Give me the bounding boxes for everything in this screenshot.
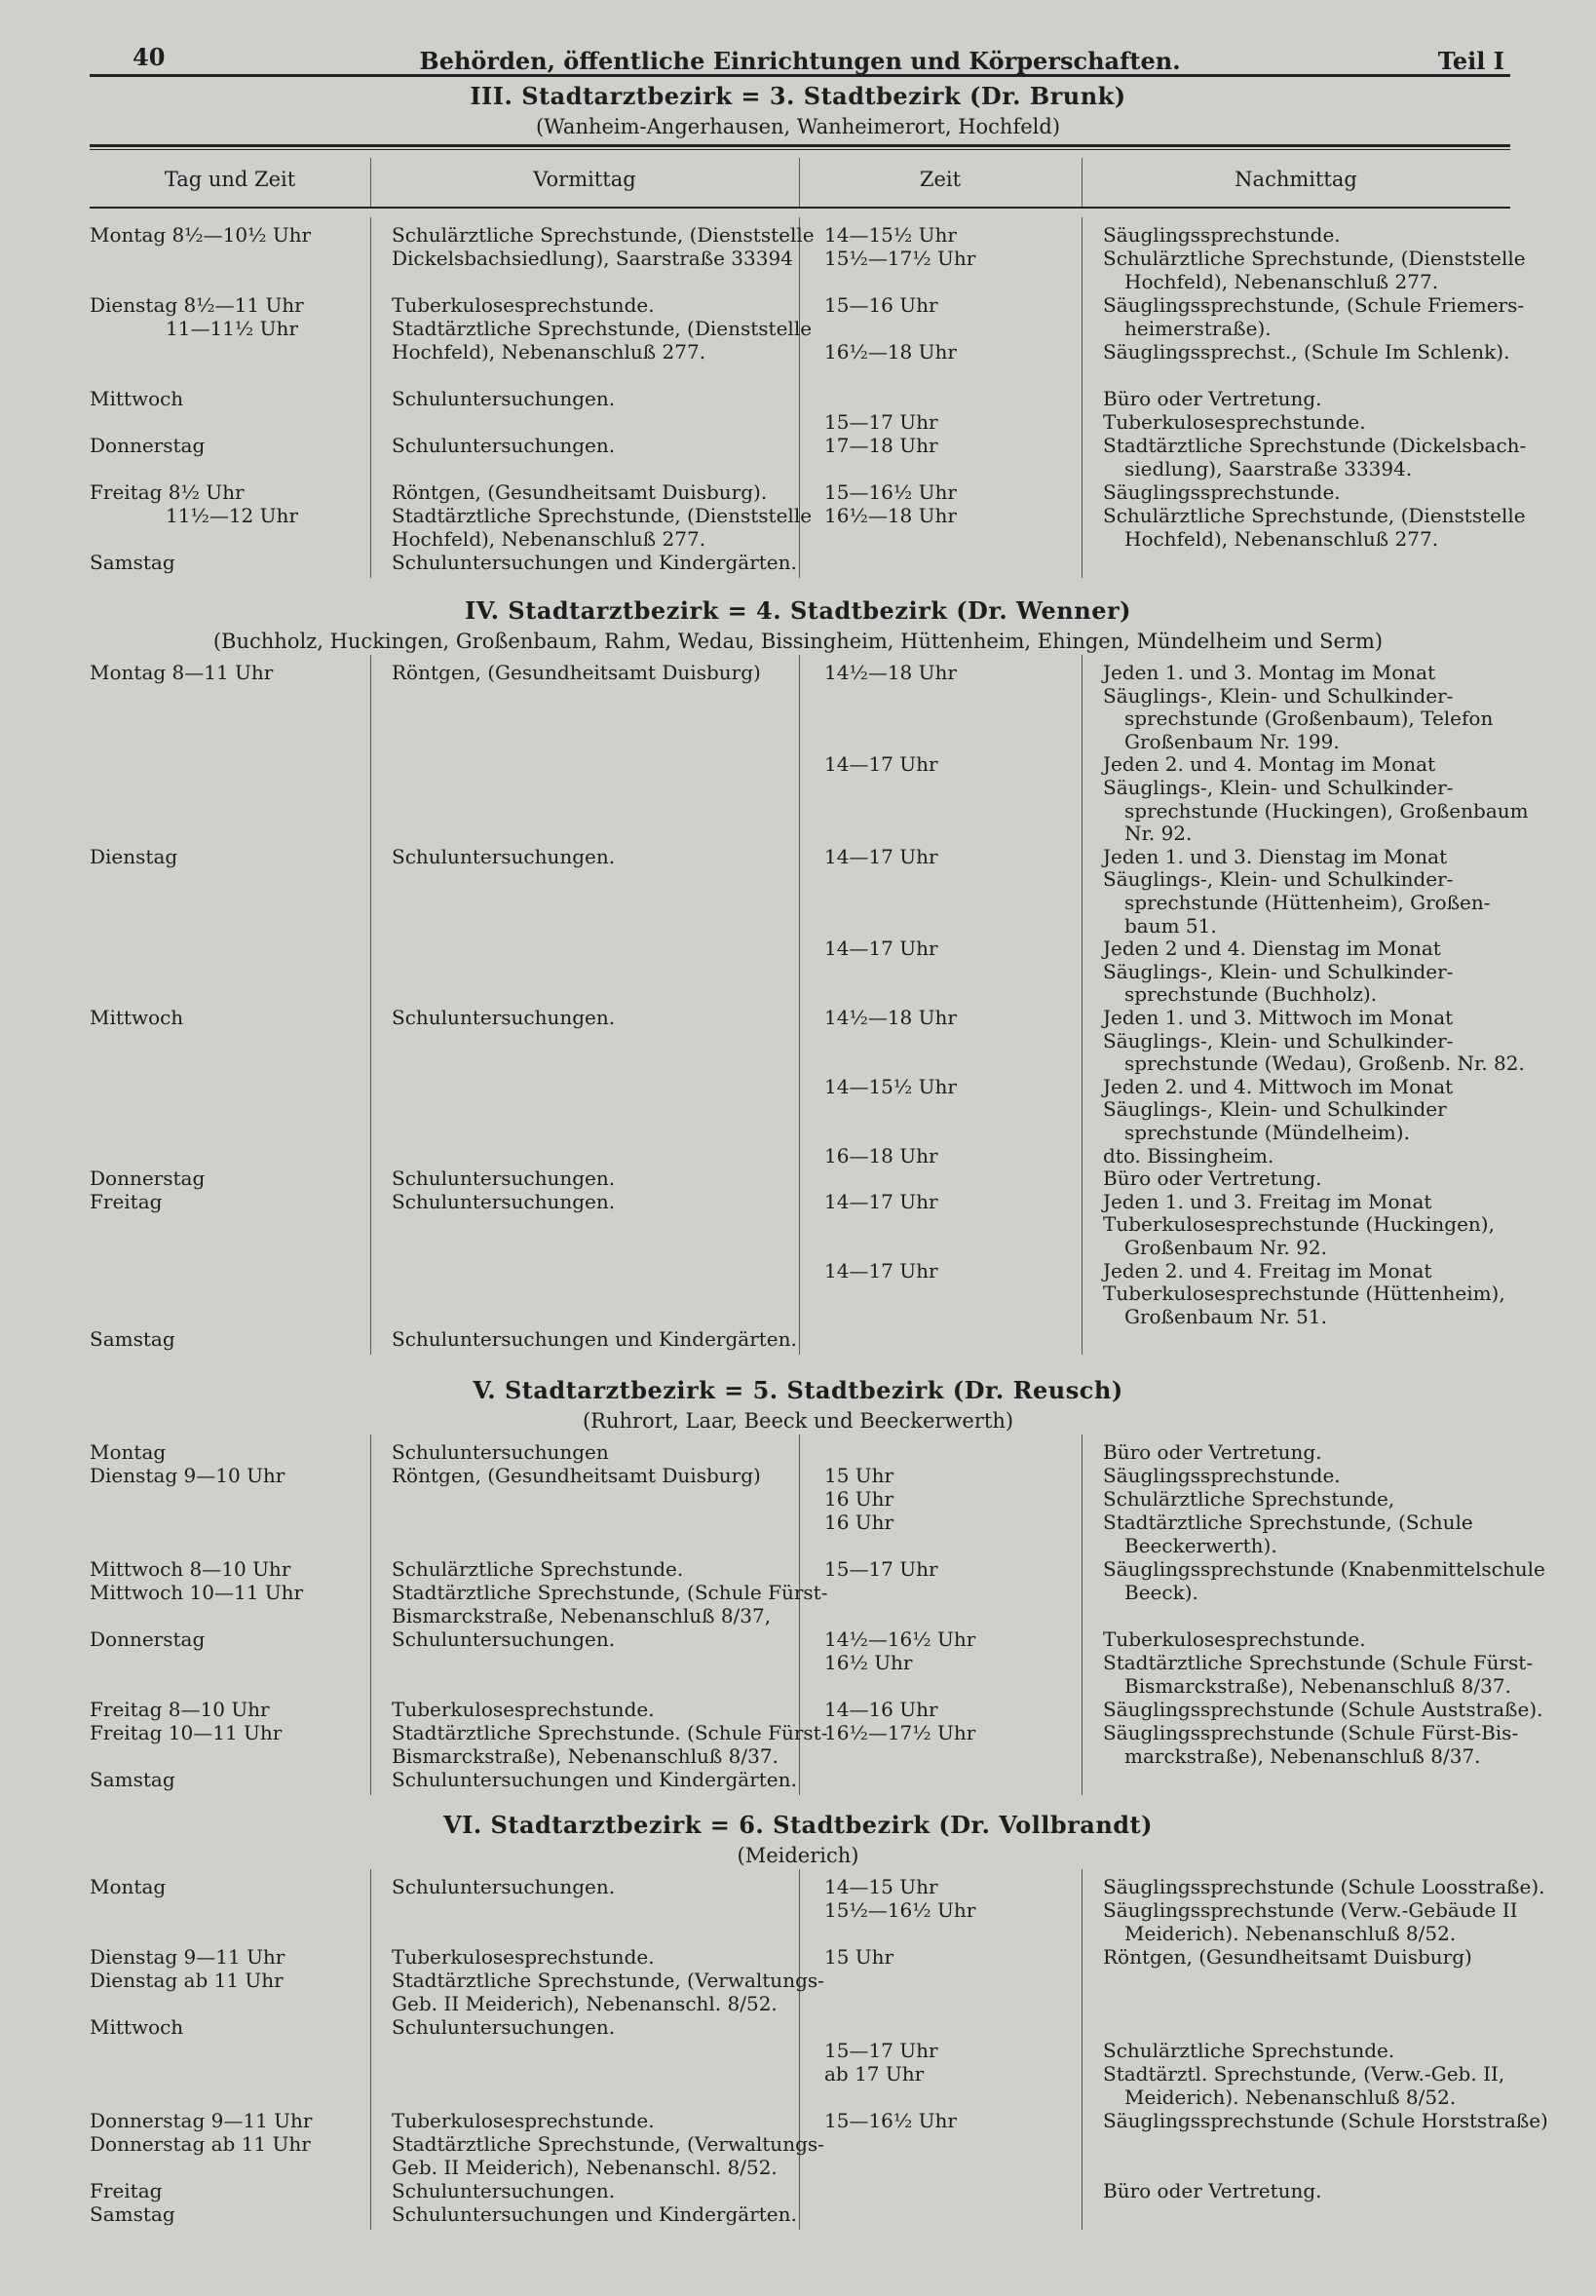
afternoon-cell: Beeckerwerth). <box>1124 1534 1277 1557</box>
afternoon-cell: Beeck). <box>1124 1581 1198 1604</box>
morning-cell: Stadtärztliche Sprechstunde. (Schule Fürst- <box>392 1721 828 1744</box>
afternoon-cell: Säuglingssprechstunde (Schule Fürst-Bis- <box>1103 1721 1519 1744</box>
time-cell: 16½—18 Uhr <box>824 340 957 364</box>
page-header <box>90 39 1510 77</box>
column-divider <box>1082 1435 1083 1795</box>
part-label: Teil I <box>1437 47 1504 75</box>
afternoon-cell: Röntgen, (Gesundheitsamt Duisburg) <box>1103 1945 1472 1969</box>
time-cell: ab 17 Uhr <box>824 2062 925 2086</box>
afternoon-cell: Säuglingssprechstunde (Schule Horststraße) <box>1103 2109 1548 2132</box>
afternoon-cell: Bismarckstraße), Nebenanschluß 8/37. <box>1124 1674 1511 1698</box>
afternoon-cell: Säuglingssprechstunde (Knabenmittelschule <box>1103 1557 1545 1581</box>
morning-cell: Schuluntersuchungen. <box>392 1189 616 1213</box>
day-time-cell: Freitag 8—10 Uhr <box>90 1698 270 1721</box>
column-header-afternoon: Nachmittag <box>1235 168 1357 191</box>
afternoon-cell: Säuglingssprechstunde. <box>1103 1464 1341 1487</box>
afternoon-cell: Jeden 1. und 3. Montag im Monat <box>1103 661 1436 684</box>
afternoon-cell: Nr. 92. <box>1124 822 1193 846</box>
morning-cell: Schuluntersuchungen und Kindergärten. <box>392 1327 797 1352</box>
afternoon-cell: Jeden 2. und 4. Montag im Monat <box>1103 752 1436 777</box>
morning-cell: Schuluntersuchungen. <box>392 1006 616 1029</box>
column-header-time: Zeit <box>919 168 962 191</box>
time-cell: 15 Uhr <box>824 1945 894 1969</box>
column-divider <box>1082 158 1083 207</box>
morning-cell: Röntgen, (Gesundheitsamt Duisburg). <box>392 480 768 504</box>
day-time-cell: Montag <box>90 1875 167 1898</box>
afternoon-cell: Säuglings-, Klein- und Schulkinder- <box>1103 776 1454 799</box>
afternoon-cell: Säuglingssprechstunde (Schule Loosstraße). <box>1103 1875 1545 1898</box>
afternoon-cell: Jeden 2 und 4. Dienstag im Monat <box>1103 937 1441 961</box>
afternoon-cell: Schulärztliche Sprechstunde, <box>1103 1487 1395 1511</box>
afternoon-cell: Schulärztliche Sprechstunde, (Dienststelle <box>1103 504 1526 527</box>
column-header-day: Tag und Zeit <box>164 168 296 191</box>
afternoon-cell: heimerstraße). <box>1124 317 1272 340</box>
day-time-cell: Donnerstag <box>90 434 206 457</box>
section-subtitle: (Ruhrort, Laar, Beeck und Beeckerwerth) <box>582 1409 1014 1433</box>
morning-cell: Tuberkulosesprechstunde. <box>392 1945 655 1969</box>
time-cell: 16½—18 Uhr <box>824 504 957 527</box>
time-cell: 15—17 Uhr <box>824 2039 938 2062</box>
afternoon-cell: Jeden 1. und 3. Dienstag im Monat <box>1103 844 1448 868</box>
day-time-cell: Mittwoch <box>90 2015 184 2039</box>
afternoon-cell: sprechstunde (Huckingen), Großenbaum <box>1124 798 1529 823</box>
day-time-cell: Samstag <box>90 2202 175 2226</box>
afternoon-cell: sprechstunde (Großenbaum), Telefon <box>1124 707 1494 731</box>
day-time-cell: Montag <box>90 1440 167 1464</box>
column-divider <box>1082 655 1083 1355</box>
afternoon-cell: Säuglings-, Klein- und Schulkinder- <box>1103 683 1454 708</box>
time-cell: 14½—18 Uhr <box>824 1006 957 1029</box>
column-divider <box>370 1869 371 2230</box>
morning-cell: Schuluntersuchungen. <box>392 387 616 410</box>
morning-cell: Geb. II Meiderich), Nebenanschl. 8/52. <box>392 2156 778 2179</box>
column-divider <box>370 158 371 207</box>
column-divider <box>799 655 800 1355</box>
day-time-cell: Mittwoch <box>90 1006 184 1029</box>
afternoon-cell: Hochfeld), Nebenanschluß 277. <box>1124 270 1439 293</box>
morning-cell: Schuluntersuchungen. <box>392 2179 616 2202</box>
morning-cell: Geb. II Meiderich), Nebenanschl. 8/52. <box>392 1992 778 2015</box>
afternoon-cell: Schulärztliche Sprechstunde. <box>1103 2039 1395 2062</box>
time-cell: 16 Uhr <box>824 1487 894 1511</box>
afternoon-cell: Büro oder Vertretung. <box>1103 2179 1322 2202</box>
day-time-cell: Samstag <box>90 551 175 574</box>
morning-cell: Schuluntersuchungen und Kindergärten. <box>392 2202 797 2226</box>
afternoon-cell: siedlung), Saarstraße 33394. <box>1124 457 1413 480</box>
morning-cell: Dickelsbachsiedlung), Saarstraße 33394 <box>392 247 793 270</box>
afternoon-cell: Tuberkulosesprechstunde (Huckingen), <box>1103 1212 1495 1237</box>
time-cell: 14—16 Uhr <box>824 1698 938 1721</box>
afternoon-cell: Säuglingssprechstunde, (Schule Friemers- <box>1103 293 1525 317</box>
time-cell: 14½—16½ Uhr <box>824 1627 976 1651</box>
afternoon-cell: Meiderich). Nebenanschluß 8/52. <box>1124 2086 1457 2109</box>
afternoon-cell: Büro oder Vertretung. <box>1103 1167 1322 1191</box>
day-time-cell: Mittwoch <box>90 387 184 410</box>
afternoon-cell: Schulärztliche Sprechstunde, (Dienststelle <box>1103 247 1526 270</box>
day-time-cell: 11—11½ Uhr <box>166 317 298 340</box>
day-time-cell: Freitag 10—11 Uhr <box>90 1721 283 1744</box>
afternoon-cell: sprechstunde (Buchholz). <box>1124 982 1378 1007</box>
morning-cell: Schuluntersuchungen. <box>392 1627 616 1651</box>
column-divider <box>1082 1869 1083 2230</box>
day-time-cell: Dienstag 9—10 Uhr <box>90 1464 285 1487</box>
morning-cell: Stadtärztliche Sprechstunde, (Schule Fürst- <box>392 1581 828 1604</box>
day-time-cell: Montag 8—11 Uhr <box>90 661 274 684</box>
afternoon-cell: Jeden 1. und 3. Mittwoch im Monat <box>1103 1006 1454 1029</box>
day-time-cell: Donnerstag <box>90 1627 206 1651</box>
day-time-cell: Freitag 8½ Uhr <box>90 480 245 504</box>
morning-cell: Schuluntersuchungen. <box>392 1875 616 1898</box>
afternoon-cell: Stadtärztl. Sprechstunde, (Verw.-Geb. II, <box>1103 2062 1505 2086</box>
time-cell: 14—15 Uhr <box>824 1875 938 1898</box>
afternoon-cell: marckstraße), Nebenanschluß 8/37. <box>1124 1744 1481 1768</box>
time-cell: 15½—17½ Uhr <box>824 247 976 270</box>
time-cell: 14—15½ Uhr <box>824 1074 957 1098</box>
section-subtitle: (Wanheim-Angerhausen, Wanheimerort, Hochfeld) <box>535 115 1061 138</box>
time-cell: 14—17 Uhr <box>824 752 938 777</box>
section-subtitle: (Meiderich) <box>737 1844 859 1867</box>
afternoon-cell: Säuglings-, Klein- und Schulkinder- <box>1103 867 1454 892</box>
afternoon-cell: Säuglings-, Klein- und Schulkinder- <box>1103 959 1454 983</box>
time-cell: 16 Uhr <box>824 1511 894 1534</box>
afternoon-cell: Großenbaum Nr. 199. <box>1124 729 1340 753</box>
morning-cell: Schuluntersuchungen und Kindergärten. <box>392 1768 797 1791</box>
afternoon-cell: Stadtärztliche Sprechstunde (Dickelsbach- <box>1103 434 1527 457</box>
day-time-cell: Samstag <box>90 1327 175 1352</box>
column-divider <box>799 1869 800 2230</box>
afternoon-cell: Jeden 1. und 3. Freitag im Monat <box>1103 1189 1432 1213</box>
day-time-cell: Dienstag 9—11 Uhr <box>90 1945 285 1969</box>
morning-cell: Bismarckstraße), Nebenanschluß 8/37. <box>392 1744 779 1768</box>
time-cell: 15—17 Uhr <box>824 1557 938 1581</box>
column-divider <box>799 158 800 207</box>
morning-cell: Schuluntersuchungen. <box>392 434 616 457</box>
afternoon-cell: Meiderich). Nebenanschluß 8/52. <box>1124 1922 1457 1945</box>
time-cell: 14—17 Uhr <box>824 1189 938 1213</box>
time-cell: 15—16½ Uhr <box>824 480 957 504</box>
day-time-cell: Freitag <box>90 2179 163 2202</box>
afternoon-cell: Säuglingssprechstunde. <box>1103 480 1341 504</box>
afternoon-cell: sprechstunde (Wedau), Großenb. Nr. 82. <box>1124 1052 1525 1076</box>
afternoon-cell: Großenbaum Nr. 92. <box>1124 1236 1327 1259</box>
time-cell: 15 Uhr <box>824 1464 894 1487</box>
afternoon-cell: Säuglingssprechstunde (Schule Auststraße). <box>1103 1698 1543 1721</box>
day-time-cell: Dienstag <box>90 844 178 868</box>
morning-cell: Stadtärztliche Sprechstunde, (Verwaltungs- <box>392 1969 824 1992</box>
time-cell: 17—18 Uhr <box>824 434 938 457</box>
afternoon-cell: Säuglings-, Klein- und Schulkinder <box>1103 1097 1447 1122</box>
column-header-rule <box>90 207 1510 209</box>
section-title: V. Stadtarztbezirk = 5. Stadtbezirk (Dr. Reusch) <box>473 1376 1123 1404</box>
section-title: IV. Stadtarztbezirk = 4. Stadtbezirk (Dr. Wenner) <box>465 596 1131 625</box>
column-divider <box>370 217 371 578</box>
afternoon-cell: sprechstunde (Mündelheim). <box>1124 1121 1410 1144</box>
morning-cell: Schulärztliche Sprechstunde, (Dienststelle <box>392 223 815 247</box>
day-time-cell: Donnerstag 9—11 Uhr <box>90 2109 313 2132</box>
day-time-cell: Dienstag 8½—11 Uhr <box>90 293 304 317</box>
morning-cell: Hochfeld), Nebenanschluß 277. <box>392 527 706 551</box>
afternoon-cell: Säuglingssprechstunde. <box>1103 223 1341 247</box>
afternoon-cell: Großenbaum Nr. 51. <box>1124 1304 1327 1328</box>
page-title: Behörden, öffentliche Einrichtungen und Körperschaften. <box>419 47 1181 75</box>
morning-cell: Röntgen, (Gesundheitsamt Duisburg) <box>392 661 761 684</box>
time-cell: 15—16½ Uhr <box>824 2109 957 2132</box>
page-number: 40 <box>133 43 166 71</box>
morning-cell: Schuluntersuchungen und Kindergärten. <box>392 551 797 574</box>
time-cell: 16½—17½ Uhr <box>824 1721 976 1744</box>
time-cell: 15—16 Uhr <box>824 293 938 317</box>
afternoon-cell: Stadtärztliche Sprechstunde (Schule Fürst- <box>1103 1651 1534 1674</box>
time-cell: 14—17 Uhr <box>824 937 938 961</box>
afternoon-cell: Tuberkulosesprechstunde. <box>1103 1627 1366 1651</box>
day-time-cell: Donnerstag <box>90 1167 206 1191</box>
table-top-rule-thin <box>90 149 1510 150</box>
afternoon-cell: Tuberkulosesprechstunde (Hüttenheim), <box>1103 1282 1505 1306</box>
time-cell: 15—17 Uhr <box>824 410 938 434</box>
afternoon-cell: Jeden 2. und 4. Mittwoch im Monat <box>1103 1074 1454 1098</box>
day-time-cell: Donnerstag ab 11 Uhr <box>90 2132 311 2156</box>
time-cell: 14½—18 Uhr <box>824 661 957 684</box>
morning-cell: Schuluntersuchungen <box>392 1440 609 1464</box>
column-divider <box>370 655 371 1355</box>
morning-cell: Schuluntersuchungen. <box>392 1167 616 1191</box>
morning-cell: Schuluntersuchungen. <box>392 844 616 868</box>
afternoon-cell: Tuberkulosesprechstunde. <box>1103 410 1366 434</box>
section-subtitle: (Buchholz, Huckingen, Großenbaum, Rahm, Wedau, Bissingheim, Hüttenheim, Ehingen, Mündelheim und Serm) <box>212 630 1384 653</box>
morning-cell: Stadtärztliche Sprechstunde, (Dienststelle <box>392 317 813 340</box>
afternoon-cell: Säuglingssprechst., (Schule Im Schlenk). <box>1103 340 1510 364</box>
afternoon-cell: sprechstunde (Hüttenheim), Großen- <box>1124 891 1491 914</box>
column-header-morning: Vormittag <box>533 168 636 191</box>
time-cell: 14—17 Uhr <box>824 1258 938 1282</box>
morning-cell: Röntgen, (Gesundheitsamt Duisburg) <box>392 1464 761 1487</box>
afternoon-cell: baum 51. <box>1124 913 1217 938</box>
time-cell: 14—17 Uhr <box>824 844 938 868</box>
afternoon-cell: Büro oder Vertretung. <box>1103 387 1322 410</box>
morning-cell: Schuluntersuchungen. <box>392 2015 616 2039</box>
afternoon-cell: Säuglings-, Klein- und Schulkinder- <box>1103 1028 1454 1052</box>
section-title: VI. Stadtarztbezirk = 6. Stadtbezirk (Dr. Vollbrandt) <box>443 1811 1153 1839</box>
day-time-cell: Mittwoch 10—11 Uhr <box>90 1581 304 1604</box>
afternoon-cell: Säuglingssprechstunde (Verw.-Gebäude II <box>1103 1898 1518 1922</box>
morning-cell: Stadtärztliche Sprechstunde, (Dienststelle <box>392 504 813 527</box>
morning-cell: Stadtärztliche Sprechstunde, (Verwaltungs- <box>392 2132 824 2156</box>
day-time-cell: Dienstag ab 11 Uhr <box>90 1969 284 1992</box>
morning-cell: Bismarckstraße, Nebenanschluß 8/37, <box>392 1604 772 1627</box>
table-top-rule <box>90 144 1510 147</box>
time-cell: 14—15½ Uhr <box>824 223 957 247</box>
time-cell: 16—18 Uhr <box>824 1143 938 1167</box>
morning-cell: Tuberkulosesprechstunde. <box>392 293 655 317</box>
morning-cell: Hochfeld), Nebenanschluß 277. <box>392 340 706 364</box>
column-divider <box>370 1435 371 1795</box>
day-time-cell: Freitag <box>90 1189 163 1213</box>
day-time-cell: Mittwoch 8—10 Uhr <box>90 1557 291 1581</box>
morning-cell: Tuberkulosesprechstunde. <box>392 2109 655 2132</box>
day-time-cell: Samstag <box>90 1768 175 1791</box>
afternoon-cell: Jeden 2. und 4. Freitag im Monat <box>1103 1258 1432 1282</box>
morning-cell: Schulärztliche Sprechstunde. <box>392 1557 684 1581</box>
morning-cell: Tuberkulosesprechstunde. <box>392 1698 655 1721</box>
section-title: III. Stadtarztbezirk = 3. Stadtbezirk (Dr. Brunk) <box>470 82 1126 110</box>
time-cell: 15½—16½ Uhr <box>824 1898 976 1922</box>
afternoon-cell: Stadtärztliche Sprechstunde, (Schule <box>1103 1511 1473 1534</box>
afternoon-cell: Büro oder Vertretung. <box>1103 1440 1322 1464</box>
time-cell: 16½ Uhr <box>824 1651 913 1674</box>
day-time-cell: Montag 8½—10½ Uhr <box>90 223 312 247</box>
afternoon-cell: dto. Bissingheim. <box>1103 1143 1274 1167</box>
column-divider <box>1082 217 1083 578</box>
afternoon-cell: Hochfeld), Nebenanschluß 277. <box>1124 527 1439 551</box>
day-time-cell: 11½—12 Uhr <box>166 504 298 527</box>
